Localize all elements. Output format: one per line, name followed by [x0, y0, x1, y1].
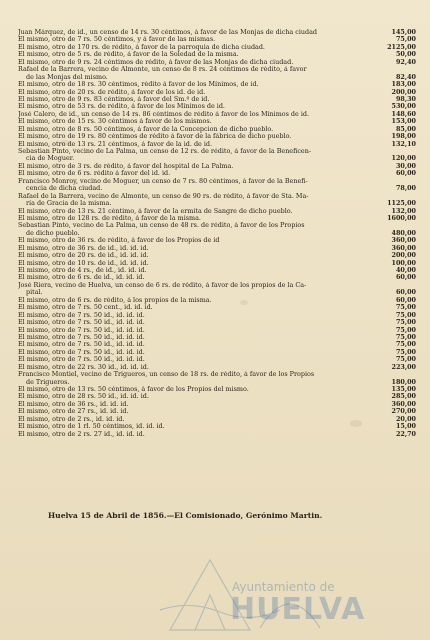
entry-description: ría de Gracia de la misma.: [26, 200, 112, 208]
ledger-row: [18, 349, 416, 356]
entry-amount: 40,00: [395, 266, 416, 274]
ledger-row: [18, 371, 416, 378]
entry-amount: 198,00: [391, 132, 416, 141]
entry-description: El mismo, otro de 22 rs. 30 id., id. id. id.: [18, 363, 149, 371]
ledger-row: [18, 148, 416, 155]
entry-amount: 480,00: [391, 228, 416, 237]
entry-amount: 360,00: [391, 236, 416, 245]
entry-description: El mismo, otro de 128 rs. de rédito, á favor de la misma.: [18, 214, 201, 222]
ledger-row: [18, 356, 416, 363]
entry-amount: 20,00: [395, 414, 416, 423]
ledger-row: [18, 36, 416, 43]
ledger-row: [18, 245, 416, 252]
ledger-row: [18, 215, 416, 222]
entry-amount: 1125,00: [387, 199, 416, 208]
entry-description: El mismo, otro de 36 rs. de rédito, á favor de los Propios de id: [18, 237, 220, 245]
ledger-row: [18, 289, 416, 296]
entry-amount: 360,00: [391, 243, 416, 252]
entry-description: Sebastian Pinto, vecino de La Palma, un censo de 12 rs. de rédito, á favor de la Beneficen-: [18, 148, 311, 155]
entry-amount: 75,00: [395, 310, 416, 319]
entry-description: El mismo, otro de 36 rs. de id., id. id. id.: [18, 244, 149, 252]
entry-description: El mismo, otro de 1 rl. 50 céntimos, id. id. id.: [18, 423, 165, 431]
ledger-row: [18, 89, 416, 96]
ledger-row: [18, 59, 416, 66]
ledger-row: [18, 185, 416, 192]
entry-description: El mismo, otro de 19 rs. 80 céntimos de rédito á favor de la fábrica de dicho pueblo.: [18, 133, 292, 141]
entry-description: El mismo, otro de 7 rs. 50 id., id. id. id.: [18, 356, 145, 364]
ledger-row: [18, 66, 416, 73]
entry-amount: 50,00: [395, 50, 416, 59]
entry-amount: 78,00: [395, 184, 416, 193]
entry-amount: 15,00: [395, 422, 416, 431]
entry-description: El mismo, otro de 2 rs., id. id. id.: [18, 415, 125, 423]
ledger-row: [18, 379, 416, 386]
ledger-row: [18, 341, 416, 348]
entry-description: El mismo, otro de 36 rs., id. id. id.: [18, 400, 129, 408]
entry-amount: 200,00: [391, 251, 416, 260]
signature-line: Huelva 15 de Abril de 1856.—El Comisionado, Gerónimo Martin.: [48, 511, 323, 520]
ledger-row: [18, 29, 416, 36]
ledger-row: [18, 200, 416, 207]
entry-amount: 200,00: [391, 87, 416, 96]
entry-amount: 22,70: [395, 429, 416, 438]
ledger-row: [18, 401, 416, 408]
ledger-row: [18, 282, 416, 289]
ledger-row: [18, 237, 416, 244]
entry-amount: 135,00: [391, 385, 416, 393]
ledger-row: [18, 274, 416, 281]
entry-description: de Trigueros.: [26, 378, 70, 386]
entry-amount: 285,00: [391, 392, 416, 401]
ledger-row: [18, 163, 416, 170]
entry-description: El mismo, otro de 4 rs., de id., id. id. id.: [18, 267, 147, 274]
ledger-row: [18, 260, 416, 267]
ledger-row: [18, 431, 416, 438]
entry-description: Francisco Monroy, vecino de Moguer, un censo de 7 rs. 80 céntimos, á favor de la Benefi-: [18, 177, 308, 185]
entry-description: El mismo, otro de 7 rs. 50 cent., id. id. id.: [18, 304, 153, 312]
ledger-row: [18, 44, 416, 51]
ledger-row: [18, 312, 416, 319]
entry-description: El mismo, otro de 3 rs. de rédito, á favor del hospital de La Palma.: [18, 162, 234, 170]
ledger-row: [18, 364, 416, 371]
ledger-row: [18, 416, 416, 423]
entry-description: El mismo, otro de 18 rs. 30 céntimos, rédito á favor de los Mínimos, de id.: [18, 81, 259, 89]
entry-description: El mismo, otro de 53 rs. de rédito, á favor de los Mínimos de id.: [18, 103, 225, 111]
entry-amount: 82,40: [395, 72, 416, 81]
watermark-line-1: Ayuntamiento de: [232, 580, 335, 594]
entry-amount: 100,00: [391, 258, 416, 267]
entry-description: El mismo, otro de 15 rs. 30 céntimos á favor de los mismos.: [18, 118, 212, 126]
entry-amount: 223,00: [391, 362, 416, 371]
entry-amount: 153,00: [391, 117, 416, 126]
entry-amount: 75,00: [395, 332, 416, 341]
entry-amount: 60,00: [395, 273, 416, 282]
ledger-row: [18, 386, 416, 393]
entry-description: El mismo, otro de 7 rs. 50 id., id. id. id.: [18, 341, 145, 349]
entry-amount: 180,00: [391, 377, 416, 386]
entry-description: El mismo, otro de 6 rs. de rédito, á los propios de la misma.: [18, 296, 212, 304]
ledger-row: [18, 423, 416, 430]
ledger-row: [18, 155, 416, 162]
ledger-row: [18, 51, 416, 58]
entry-description: Francisco Montiel, vecino de Trigueros, un censo de 18 rs. de rédito, á favor de los Propios: [18, 371, 315, 379]
entry-amount: 75,00: [395, 355, 416, 364]
entry-description: El mismo, otro de 9 rs. 83 céntimos, á favor del Sm.º de id.: [18, 95, 210, 103]
entry-amount: 132,00: [391, 206, 416, 215]
entry-description: El mismo, otro de 20 rs. de id., id. id. id.: [18, 252, 149, 260]
entry-description: El mismo, otro de 7 rs. 50 id., id. id. id.: [18, 319, 145, 327]
ledger-row: [18, 74, 416, 81]
entry-amount: 1600,00: [387, 213, 416, 222]
entry-description: cencia de dicha ciudad.: [26, 185, 103, 193]
entry-description: El mismo, otro de 2 rs. 27 id., id. id. id.: [18, 430, 145, 438]
entry-amount: 183,00: [391, 80, 416, 89]
entry-description: El mismo, otro de 170 rs. de rédito, á favor de la parroquia de dicha ciudad.: [18, 43, 265, 51]
entry-description: El mismo, otro de 28 rs. 50 id., id. id. id.: [18, 393, 149, 401]
ledger-row: [18, 319, 416, 326]
entry-amount: 360,00: [391, 399, 416, 408]
entry-amount: 75,00: [395, 347, 416, 356]
entry-description: El mismo, otro de 7 rs. 50 id., id. id. id.: [18, 333, 145, 341]
entry-description: Rafael de la Barrera, vecino de Almonte, un censo de 8 rs. 24 céntimos de rédito, á favor: [18, 66, 307, 74]
ledger-row: [18, 118, 416, 125]
ledger-list: [18, 29, 416, 438]
entry-description: El mismo, otro de 13 rs. 21 céntimo, á favor de la ermita de Sangre de dicho pueblo.: [18, 207, 293, 215]
entry-description: de las Monjas del mismo.: [26, 73, 108, 81]
ledger-row: [18, 252, 416, 259]
entry-description: Rafael de la Barrera, vecino de Almonte, un censo de 90 rs. de rédito, á favor de Sta. Ma-: [18, 192, 309, 200]
ledger-row: [18, 178, 416, 185]
entry-amount: 145,00: [391, 28, 416, 36]
entry-description: El mismo, otro de 9 rs. 24 céntimos de rédito, á favor de las Monjas de dicha ciudad.: [18, 58, 294, 66]
entry-description: El mismo, otro de 7 rs. 50 id., id. id. id.: [18, 348, 145, 356]
ledger-row: [18, 126, 416, 133]
entry-amount: 92,40: [395, 57, 416, 66]
ledger-row: [18, 193, 416, 200]
watermark-line-2: HUELVA: [230, 592, 366, 627]
ledger-row: [18, 111, 416, 118]
entry-description: El mismo, otro de 20 rs. de rédito, á favor de los id. de id.: [18, 88, 206, 96]
entry-amount: 530,00: [391, 102, 416, 111]
ledger-row: [18, 334, 416, 341]
ledger-row: [18, 393, 416, 400]
entry-amount: 98,30: [395, 94, 416, 103]
entry-amount: 60,00: [395, 295, 416, 304]
entry-amount: 60,00: [395, 169, 416, 178]
entry-description: José Calero, de id., un censo de 14 rs. 86 céntimos de rédito á favor de los Mínimos de id.: [18, 110, 309, 118]
entry-description: cia de Moguer.: [26, 155, 75, 163]
ledger-row: [18, 141, 416, 148]
entry-amount: 148,60: [391, 109, 416, 118]
ledger-row: [18, 304, 416, 311]
entry-description: Sebastian Pinto, vecino de La Palma, un censo de 48 rs. de rédito, á favor de los Propios: [18, 222, 305, 230]
entry-description: pital.: [26, 289, 43, 297]
entry-amount: 270,00: [391, 407, 416, 416]
ledger-row: [18, 81, 416, 88]
entry-amount: 85,00: [395, 124, 416, 133]
ledger-row: [18, 267, 416, 274]
entry-description: El mismo, otro de 13 rs. 50 céntimos, á favor de los Propios del mismo.: [18, 386, 249, 393]
entry-description: El mismo, otro de 7 rs. 50 céntimos, y á favor de las mismas.: [18, 36, 216, 44]
entry-amount: 75,00: [395, 303, 416, 312]
ledger-row: [18, 408, 416, 415]
ledger-row: [18, 208, 416, 215]
ledger-row: [18, 170, 416, 177]
entry-description: Juan Márquez, de id., un censo de 14 rs. 30 céntimos, á favor de las Monjas de dicha ciudad: [18, 29, 318, 36]
entry-description: El mismo, otro de 8 rs. 50 céntimos, á favor de la Concepcion de dicho pueblo.: [18, 125, 274, 133]
ledger-row: [18, 103, 416, 110]
entry-description: El mismo, otro de 5 rs. de rédito, á favor de la Soledad de la misma.: [18, 51, 239, 59]
entry-description: El mismo, otro de 27 rs., id. id. id.: [18, 408, 129, 416]
entry-amount: 2125,00: [387, 42, 416, 51]
entry-description: El mismo, otro de 7 rs. 50 id., id. id. id.: [18, 326, 145, 334]
entry-description: El mismo, otro de 7 rs. 50 id., id. id. id.: [18, 311, 145, 319]
entry-amount: 75,00: [395, 325, 416, 334]
entry-description: José Riera, vecino de Huelva, un censo de 6 rs. de rédito, á favor de los propios de la Ca-: [18, 281, 307, 289]
ledger-row: [18, 327, 416, 334]
ledger-row: [18, 222, 416, 229]
entry-description: El mismo, otro de 13 rs. 21 céntimos, á favor de la id. de id.: [18, 140, 213, 148]
ledger-row: [18, 297, 416, 304]
entry-amount: 75,00: [395, 318, 416, 327]
entry-amount: 60,00: [395, 288, 416, 297]
ledger-row: [18, 133, 416, 140]
entry-description: El mismo, otro de 10 rs. de id., id. id. id.: [18, 259, 149, 267]
ledger-row: [18, 230, 416, 237]
ledger-row: [18, 96, 416, 103]
entry-amount: 120,00: [391, 154, 416, 163]
entry-amount: 30,00: [395, 161, 416, 170]
entry-amount: 75,00: [395, 35, 416, 44]
entry-description: El mismo, otro de 6 rs. rédito á favor del id. id.: [18, 170, 171, 178]
entry-amount: 132,10: [391, 139, 416, 148]
entry-amount: 75,00: [395, 340, 416, 349]
entry-description: de dicho pueblo.: [26, 229, 80, 237]
entry-description: El mismo, otro de 6 rs. de id., id. id. id.: [18, 274, 145, 282]
